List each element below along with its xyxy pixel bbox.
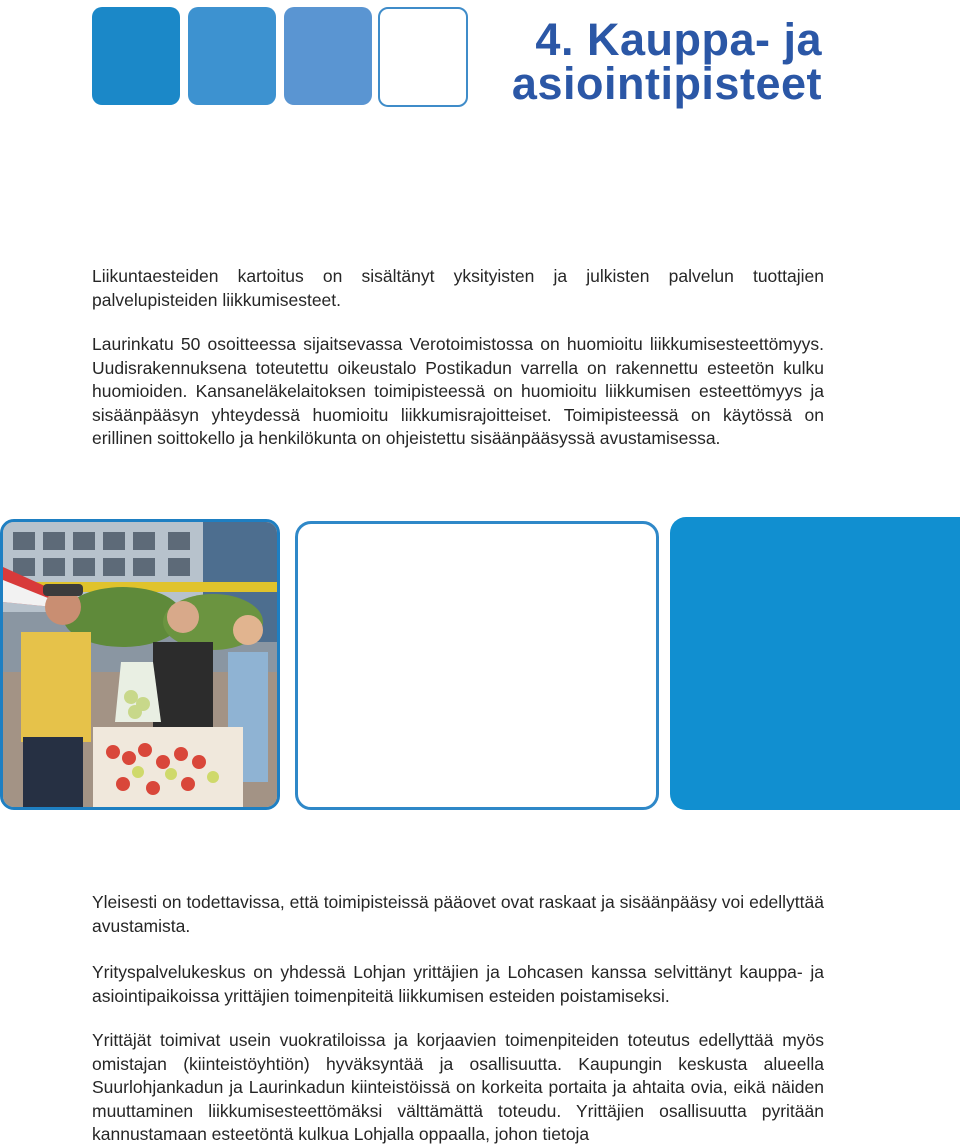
paragraph-intro: Liikuntaesteiden kartoitus on sisältänyt yksityisten ja julkisten palvelun tuottajien palvelupisteiden liikkumisesteet. bbox=[92, 266, 824, 310]
market-photo bbox=[0, 519, 280, 810]
header-tile-3 bbox=[284, 7, 372, 105]
paragraph-doors: Yleisesti on todettavissa, että toimipisteissä pääovet ovat raskaat ja sisäänpääsy voi edellyttää avustamista. bbox=[92, 892, 824, 936]
paragraph-offices: Laurinkatu 50 osoitteessa sijaitsevassa Verotoimistossa on huomioitu liikkumisesteettömyys. Uudisrakennuksena toteutettu oikeustalo Postikadun varrella on rakennettu esteetön kulku huomioiden. Kansaneläkelaitoksen toimipisteessä on huomioitu liikkumisen esteettömyys ja sisäänpääsyn yhteydessä huomioitu liikkumisrajoitteiset. Toimipisteessä on käytössä on erillinen soittokello ja henkilökunta on ohjeistettu sisäänpääsyssä avustamisessa. bbox=[92, 334, 824, 449]
header-tile-2 bbox=[188, 7, 276, 105]
page-title-line-2: asiointipisteet bbox=[511, 58, 822, 109]
paragraph-entrepreneurs: Yrittäjät toimivat usein vuokratiloissa ja korjaavien toimenpiteiden toteutus edellyttää myös omistajan (kiinteistöyhtiön) hyväksyntää ja osallisuutta. Kaupungin keskusta alueella Suurlohjankadun ja Laurinkadun kiinteistöissä on korkeita portaita ja ahtaita ovia, eikä näiden muuttaminen liikkumisesteettömäksi välttämättä toteudu. Yrittäjien osallisuutta pyritään kannustamaan esteetöntä kulkua Lohjalla oppaalla, johon tietoja bbox=[92, 1030, 824, 1145]
page-title-line-1: 4. Kauppa- ja bbox=[535, 14, 822, 65]
paragraph-business-service: Yrityspalvelukeskus on yhdessä Lohjan yrittäjien ja Lohcasen kanssa selvittänyt kauppa- ja asiointipaikoissa yrittäjien toimenpiteitä liikkumisen esteiden poistamiseksi. bbox=[92, 962, 824, 1006]
header-tile-1 bbox=[92, 7, 180, 105]
market-photo-illustration bbox=[3, 522, 277, 807]
page-title bbox=[402, 14, 822, 109]
empty-image-frame bbox=[295, 521, 659, 810]
blue-side-panel bbox=[670, 517, 960, 810]
